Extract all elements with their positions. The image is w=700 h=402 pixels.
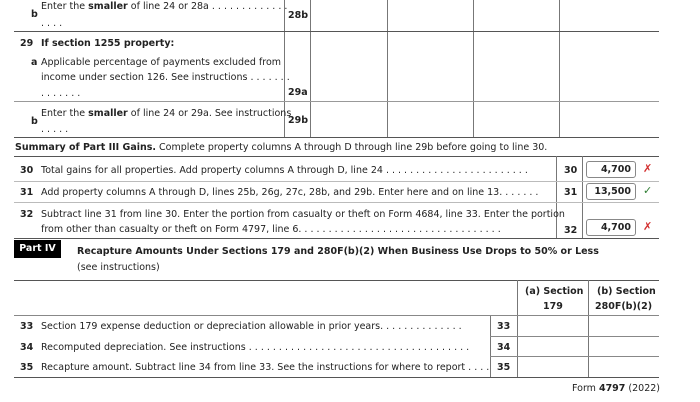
part-iv-title: Recapture Amounts Under Sections 179 and 280F(b)(2) When Business Use Drops to 50% or Less [77,246,599,257]
cell-35-b[interactable] [589,357,658,376]
line-33-text: Section 179 expense deduction or depreciation allowable in prior years. . . . . . . . . . . . . . [41,321,462,332]
line-code-30: 30 [564,165,578,176]
cell-28b-a[interactable] [311,0,386,31]
line-29b-dots: . . . . . [41,124,69,135]
cell-34-b[interactable] [589,337,658,356]
line-30-text: Total gains for all properties. Add property columns A through D, line 24 . . . . . . . . . . . . . . . . . . . . . . . . [41,165,528,176]
line-35-number: 35 [20,362,34,373]
value-column-divider [582,156,583,238]
row-divider [14,137,659,138]
line-30-number: 30 [20,165,34,176]
check-mark-icon: ✓ [643,184,653,197]
row-divider [14,181,659,182]
line-34-number: 34 [20,342,34,353]
line-code-32: 32 [564,225,578,236]
line-code-31: 31 [564,187,578,198]
line-29a-letter: a [31,57,38,68]
line-30-input[interactable]: 4,700 [586,161,636,178]
column-a-heading-2: 179 [543,301,563,312]
line-code-28b: 28b [288,10,309,21]
line-28b-label: Enter the smaller of line 24 or 28a . . . . . . . . . . . . . [41,1,288,12]
line-29a-text2: income under section 126. See instructions . . . . . . . [41,72,290,83]
cell-28b-b[interactable] [388,0,472,31]
line-32-text2: from other than casualty or theft on Form 4797, line 6. . . . . . . . . . . . . . . . . . . . . . . . . . . . . . . . . . [41,224,501,235]
row-divider [14,202,659,203]
column-a-heading: (a) Section [525,286,584,297]
line-code-29a: 29a [288,87,308,98]
line-32-number: 32 [20,209,34,220]
cell-33-a[interactable] [518,316,587,335]
row-divider [14,280,659,281]
cell-29a-d[interactable] [560,32,658,100]
line-code-29b: 29b [288,115,309,126]
cell-28b-c[interactable] [474,0,558,31]
row-divider [14,156,659,157]
cell-29b-d[interactable] [560,102,658,136]
line-29a-dots: . . . . . . . [41,88,81,99]
row-divider [14,377,659,378]
code-column-divider [490,315,491,377]
form-footer: Form 4797 (2022) [572,383,661,394]
line-28b-letter: b [31,9,38,20]
cell-29a-c[interactable] [474,32,558,100]
line-33-number: 33 [20,321,34,332]
cell-33-b[interactable] [589,316,658,335]
cell-29a-a[interactable] [311,32,386,100]
cell-29b-a[interactable] [311,102,386,136]
line-code-34: 34 [497,342,511,353]
code-column-divider [556,156,557,238]
line-35-text: Recapture amount. Subtract line 34 from line 33. See the instructions for where to report . . . . [41,362,490,373]
x-mark-icon: ✗ [643,220,653,233]
line-29b-letter: b [31,116,38,127]
line-31-text: Add property columns A through D, lines 25b, 26g, 27c, 28b, and 29b. Enter here and on line 13. . . . . . . [41,187,539,198]
cell-29a-b[interactable] [388,32,472,100]
part-iv-label: Part IV [14,240,61,258]
column-b-heading-2: 280F(b)(2) [595,301,653,312]
line-31-input[interactable]: 13,500 [586,183,636,200]
line-29a-text1: Applicable percentage of payments excluded from [41,57,282,68]
row-divider [14,238,659,239]
line-29-title: If section 1255 property: [41,38,175,49]
cell-35-a[interactable] [518,357,587,376]
cell-29b-b[interactable] [388,102,472,136]
summary-part3: Summary of Part III Gains. Complete property columns A through D through line 29b before going to line 30. [15,142,548,153]
line-32-text1: Subtract line 31 from line 30. Enter the portion from casualty or theft on Form 4684, line 33. Enter the portion [41,209,565,220]
column-b-heading: (b) Section [597,286,656,297]
line-28b-dots: . . . . [41,18,63,29]
cell-29b-c[interactable] [474,102,558,136]
part-iv-subtitle: (see instructions) [77,262,160,273]
cell-34-a[interactable] [518,337,587,356]
line-31-number: 31 [20,187,34,198]
line-34-text: Recomputed depreciation. See instructions . . . . . . . . . . . . . . . . . . . . . . . . . . . . . . . . . . . . . [41,342,470,353]
line-code-35: 35 [497,362,511,373]
x-mark-icon: ✗ [643,162,653,175]
line-29b-label: Enter the smaller of line 24 or 29a. See instructions [41,108,292,119]
line-32-input[interactable]: 4,700 [586,219,636,236]
line-29-number: 29 [20,38,34,49]
line-code-33: 33 [497,321,511,332]
cell-28b-d[interactable] [560,0,658,31]
